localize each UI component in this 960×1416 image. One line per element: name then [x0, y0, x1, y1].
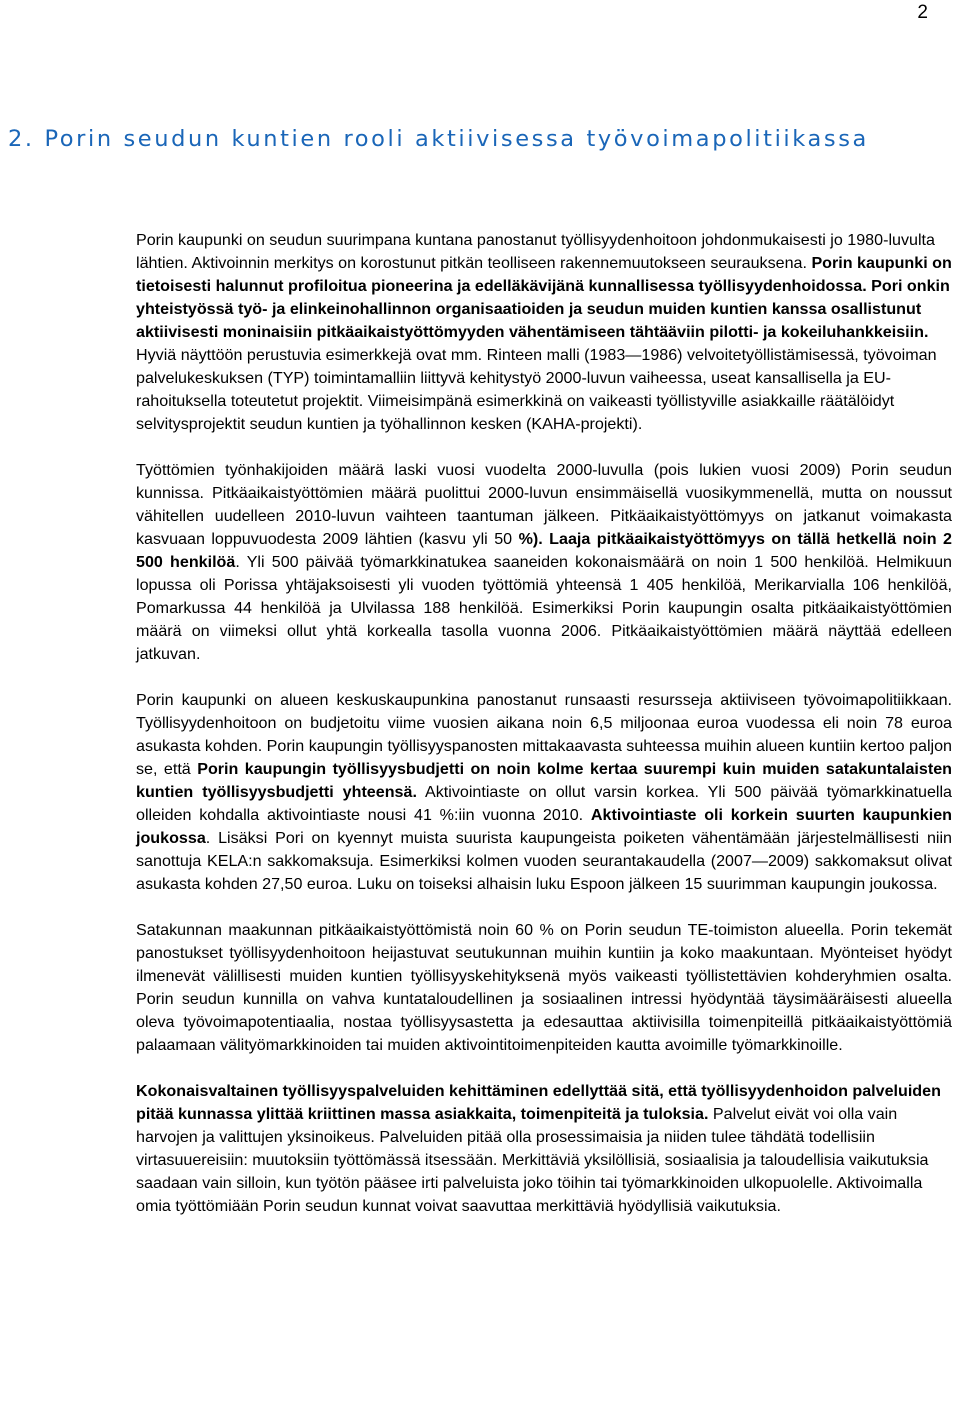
section-number: 2. — [8, 126, 35, 152]
page-number: 2 — [917, 2, 928, 23]
bold-text-run: Porin kaupunki on tietoisesti halunnut profiloitua pioneerina ja edelläkävijänä kunnallisessa työllisyydenhoidossa. Pori onkin yhteistyössä työ- ja elinkeinohallinnon organisaatioiden ja seudun muiden kuntien kanssa osallistunut aktiivisesti moninaisiin pitkäaikaistyöttömyyden vähentämiseen tähtääviin pilotti- ja kokeiluhankkeisiin. — [136, 254, 952, 341]
document-body — [136, 229, 952, 1218]
paragraph — [136, 229, 952, 436]
paragraph — [136, 459, 952, 666]
bold-text-run: %). Laaja pitkäaikaistyöttömyys on tällä hetkellä noin 2 500 henkilöä — [136, 530, 952, 571]
bold-text-run: Porin kaupungin työllisyysbudjetti on noin kolme kertaa suurempi kuin muiden satakuntalaisten kuntien työllisyysbudjetti yhteensä. — [136, 760, 952, 801]
paragraph — [136, 919, 952, 1057]
paragraph — [136, 689, 952, 896]
text-run: Satakunnan maakunnan pitkäaikaistyöttömistä noin 60 % on Porin seudun TE-toimiston alueella. Porin tekemät panostukset työllisyydenhoitoon heijastuvat seutukunnan muihin kuntiin ja koko maakuntaan. Myönteiset hyödyt ilmenevät välillisesti muiden kuntien työllisyyskehityksenä myös vaikeasti työllistettävien kohderyhmien osalta. Porin seudun kunnilla on vahva kuntataloudellinen ja sosiaalinen intressi hyödyntää täysimääräisesti alueella oleva työvoimapotentiaalia, nostaa työllisyysastetta ja edesauttaa aktiivisilla toimenpiteillä pitkäaikaistyöttömiä palaamaan välityömarkkinoiden tai muiden aktivointitoimenpiteiden kautta avoimille työmarkkinoille. — [136, 921, 952, 1054]
paragraph — [136, 1080, 952, 1218]
text-run: Aktivointiaste on ollut varsin korkea. Yli 500 päivää työmarkkinatuella olleiden kohdalla aktivointiaste nousi 41 %:iin vuonna 2010. — [136, 783, 953, 824]
section-heading — [8, 118, 908, 160]
paragraph-spacer — [136, 666, 952, 689]
text-run: Työttömien työnhakijoiden määrä laski vuosi vuodelta 2000-luvulla (pois lukien vuosi 2009) Porin seudun kunnissa. Pitkäaikaistyöttömien määrä puolittui 2000-luvun ensimmäisellä vuosikymmenellä, mutta on noussut vähitellen uudelleen 2010-luvun vaihteen taantuman jälkeen. Pitkäaikaistyöttömyys on jatkanut voimakasta kasvuaan loppuvuodesta 2009 lähtien (kasvu yli 50 — [136, 461, 952, 548]
text-run: Hyviä näyttöön perustuvia esimerkkejä ovat mm. Rinteen malli (1983—1986) velvoitetyöllistämisessä, työvoiman palvelukeskuksen (TYP) toimintamalliin liittyvä kehitystyö 2000-luvun vaiheessa, useat kansallisella ja EU-rahoituksella toteutetut projektit. Viimeisimpänä esimerkkinä on vaikeasti työllistyville asiakkaille räätälöidyt selvitysprojektit seudun kuntien ja työhallinnon kesken (KAHA-projekti). — [136, 346, 937, 433]
text-run: Palvelut eivät voi olla vain harvojen ja valittujen yksinoikeus. Palveluiden pitää olla prosessimaisia ja niiden tulee tähdätä todellisiin virtasuuereisiin: muutoksiin työttömässä itsessään. Merkittäviä yksilöllisiä, sosiaalisia ja taloudellisia vaikutuksia saadaan vain silloin, kun työtön pääsee irti palveluista joko töihin tai työmarkkinoiden ulkopuolelle. Aktivoimalla omia työttömiään Porin seudun kunnat voivat saavuttaa merkittäviä hyödyllisiä vaikutuksia. — [136, 1105, 929, 1215]
text-run: . Lisäksi Pori on kyennyt muista suurista kaupungeista poiketen vähentämään järjestelmällisesti niin sanottuja KELA:n sakkomaksuja. Esimerkiksi kolmen vuoden seurantakaudella (2007—2009) sakkomaksut olivat asukasta kohden 27,50 euroa. Luku on toiseksi alhaisin luku Espoon jälkeen 15 suurimman kaupungin joukossa. — [136, 829, 952, 893]
paragraph-spacer — [136, 1057, 952, 1080]
section-title: Porin seudun kuntien rooli aktiivisessa työvoimapolitiikassa — [44, 126, 869, 152]
text-run: Porin kaupunki on alueen keskuskaupunkina panostanut runsaasti resursseja aktiiviseen työvoimapolitiikkaan. Työllisyydenhoitoon on budjetoitu viime vuosien aikana noin 6,5 miljoonaa euroa vuodessa eli noin 78 euroa asukasta kohden. Porin kaupungin työllisyyspanosten mittakaavasta suhteessa muihin alueen kuntiin kertoo paljon se, että — [136, 691, 952, 778]
paragraph-spacer — [136, 896, 952, 919]
bold-text-run: Aktivointiaste oli korkein suurten kaupunkien joukossa — [136, 806, 952, 847]
bold-text-run: Kokonaisvaltainen työllisyyspalveluiden kehittäminen edellyttää sitä, että työllisyydenhoidon palveluiden pitää kunnassa ylittää kriittinen massa asiakkaita, toimenpiteitä ja tuloksia. — [136, 1082, 941, 1123]
text-run: Porin kaupunki on seudun suurimpana kuntana panostanut työllisyydenhoitoon johdonmukaisesti jo 1980-luvulta lähtien. Aktivoinnin merkitys on korostunut pitkän teolliseen rakennemuutokseen seurauksena. — [136, 231, 935, 272]
paragraph-spacer — [136, 436, 952, 459]
text-run: . Yli 500 päivää työmarkkinatukea saaneiden kokonaismäärä on noin 1 500 henkilöä. Helmikuun lopussa oli Porissa yhtäjaksoisesti yli vuoden työttömiä yhteensä 1 405 henkilöä, Merikarvialla 106 henkilöä, Pomarkussa 44 henkilöä ja Ulvilassa 188 henkilöä. Esimerkiksi Porin kaupungin osalta pitkäaikaistyöttömien määrä on viimeksi ollut yhtä korkealla tasolla vuonna 2006. Pitkäaikaistyöttömien määrä näyttää edelleen jatkuvan. — [136, 553, 952, 663]
